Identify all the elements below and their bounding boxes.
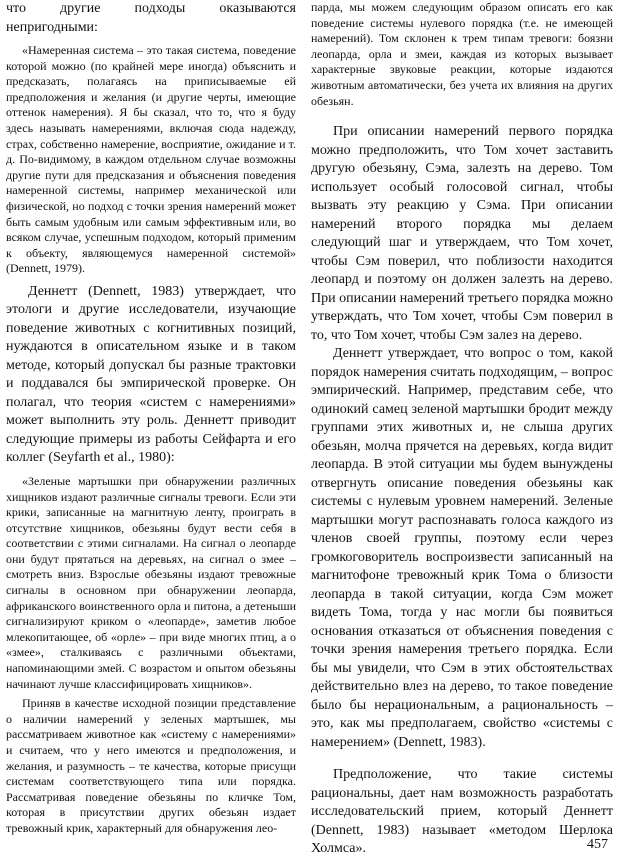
quote-dennett-1979: «Намеренная система – это такая система, поведение которой можно (по крайней мере иногда) объяснить и предсказать, полагаясь на приписываемые ей предположения и желания (и другие черты, имеющие оттенок намерения). Я бы сказал, что то, что я буду здесь называть намерениями, включая сюда надежду, страх, собственно намерение, восприятие, ожидание и т. д. По-видимому, в каждом отдельном случае возможны другие пути для предсказания и объяснения поведения намеренной системы, например механической или физической, но подход с точки зрения намерений может быть самым удобным или самым эффективным или, во всяком случае, успешным подходом, который применим к объекту, являющемуся намеренной системой» (Dennett, 1979).: [6, 43, 296, 276]
right-column: [311, 0, 613, 859]
paragraph-sherlock-holmes: Предположение, что такие системы рациональны, дает нам возможность разработать исследовательский прием, который Деннетт (Dennett, 1983) называет «методом Шерлока Холмса».: [311, 767, 613, 857]
left-column: [6, 0, 296, 837]
paragraph-zero-order: парда, мы можем следующим образом описать его как поведение системы нулевого порядка (т.е. не имеющей намерений). Том склонен к трем типам тревоги: боязни леопарда, орла и змеи, каждая из которых вызывает характерные звуковые реакции, которые издаются животным автоматически, без учета их влияния на других обезьян.: [311, 0, 613, 108]
page-number: 457: [587, 837, 608, 852]
paragraph-tom-example: Приняв в качестве исходной позиции представление о наличии намерений у зеленых мартышек, мы рассматриваем животное как «систему с намерениями» и считаем, что у него имеются и предположения, и желания, и разумность – те качества, которые присущи системам соответствующего типа или порядка. Рассматривая поведение обезьяны по кличке Том, которая в присутствии других обезьян издает тревожный крик, характерный для обнаружения лео-: [6, 696, 296, 835]
paragraph-continued: что другие подходы оказываются непригодными:: [6, 1, 296, 35]
paragraph-empirical-question: Деннетт утверждает, что вопрос о том, какой порядок намерения считать подходящим, – вопрос эмпирический. Например, представим себе, что одинокий самец зеленой мартышки бродит между группами этих животных и, не слыша других обезьян, молча прячется на деревьях, когда видит леопарда. В этой ситуации мы будем вынуждены отвергнуть описание поведения обезьяны как системы с нулевым уровнем намерений. Зеленые мартышки могут распознавать голоса каждого из членов своей группы, поэтому если через громкоговоритель воспроизвести записанный на магнитофоне тревожный крик Тома о близости леопарда в такой ситуации, когда Сэм может видеть Тома, тогда у нас могли бы появиться основания отказаться от объяснения поведения с точки зрения намерения третьего порядка. Если бы мы увидели, что Сэм в этих обстоятельствах действительно влез на дерево, то такое поведение было бы нерациональным, а рациональность – это, как мы предполагаем, свойство «системы с намерением» (Dennett, 1983).: [311, 346, 613, 750]
paragraph-orders-of-intention: При описании намерений первого порядка можно предположить, что Том хочет заставить другую обезьяну, Сэма, залезть на дерево. Том использует особый голосовой сигнал, чтобы вызвать эту реакцию у Сэма. При описании намерений второго порядка мы делаем следующий шаг и утверждаем, что Том хочет, чтобы Сэм поверил, что поблизости находится леопард и поэтому он должен залезть на дерево. При описании намерений третьего порядка можно утверждать, что Том хочет, чтобы Сэм поверил в то, что Том хочет, чтобы Сэм залез на дерево.: [311, 124, 613, 343]
quote-green-monkeys: «Зеленые мартышки при обнаружении различных хищников издают различные сигналы тревоги. Если эти крики, записанные на магнитную ленту, проиграть в отсутствие хищников, обезьяны будут вести себя в соответствии с этими сигналами. На сигнал о леопарде они будут прятаться на деревьях, на сигнал о змее – смотреть вниз. Взрослые обезьяны издают тревожные сигналы в основном при обнаружении леопарда, африканского воинственного орла и питона, а детеныши сигнализируют криком о «леопарде», заметив любое млекопитающее, об «орле» – при виде многих птиц, а о «змее», сталкиваясь с различными объектами, напоминающими змей. С возрастом и опытом обезьяны начинают лучше классифицировать хищников».: [6, 473, 296, 691]
paragraph-dennett-1983: Деннетт (Dennett, 1983) утверждает, что этологи и другие исследователи, изучающие поведение животных с когнитивных позиций, нуждаются в описательном языке и в таком методе, который допускал бы разные трактовки и поддавался бы эмпирической проверке. Он полагал, что теория «систем с намерениями» может выполнить эту роль. Деннетт приводит следующие примеры из работы Сейфарта и его коллег (Seyfarth et al., 1980):: [6, 283, 296, 466]
